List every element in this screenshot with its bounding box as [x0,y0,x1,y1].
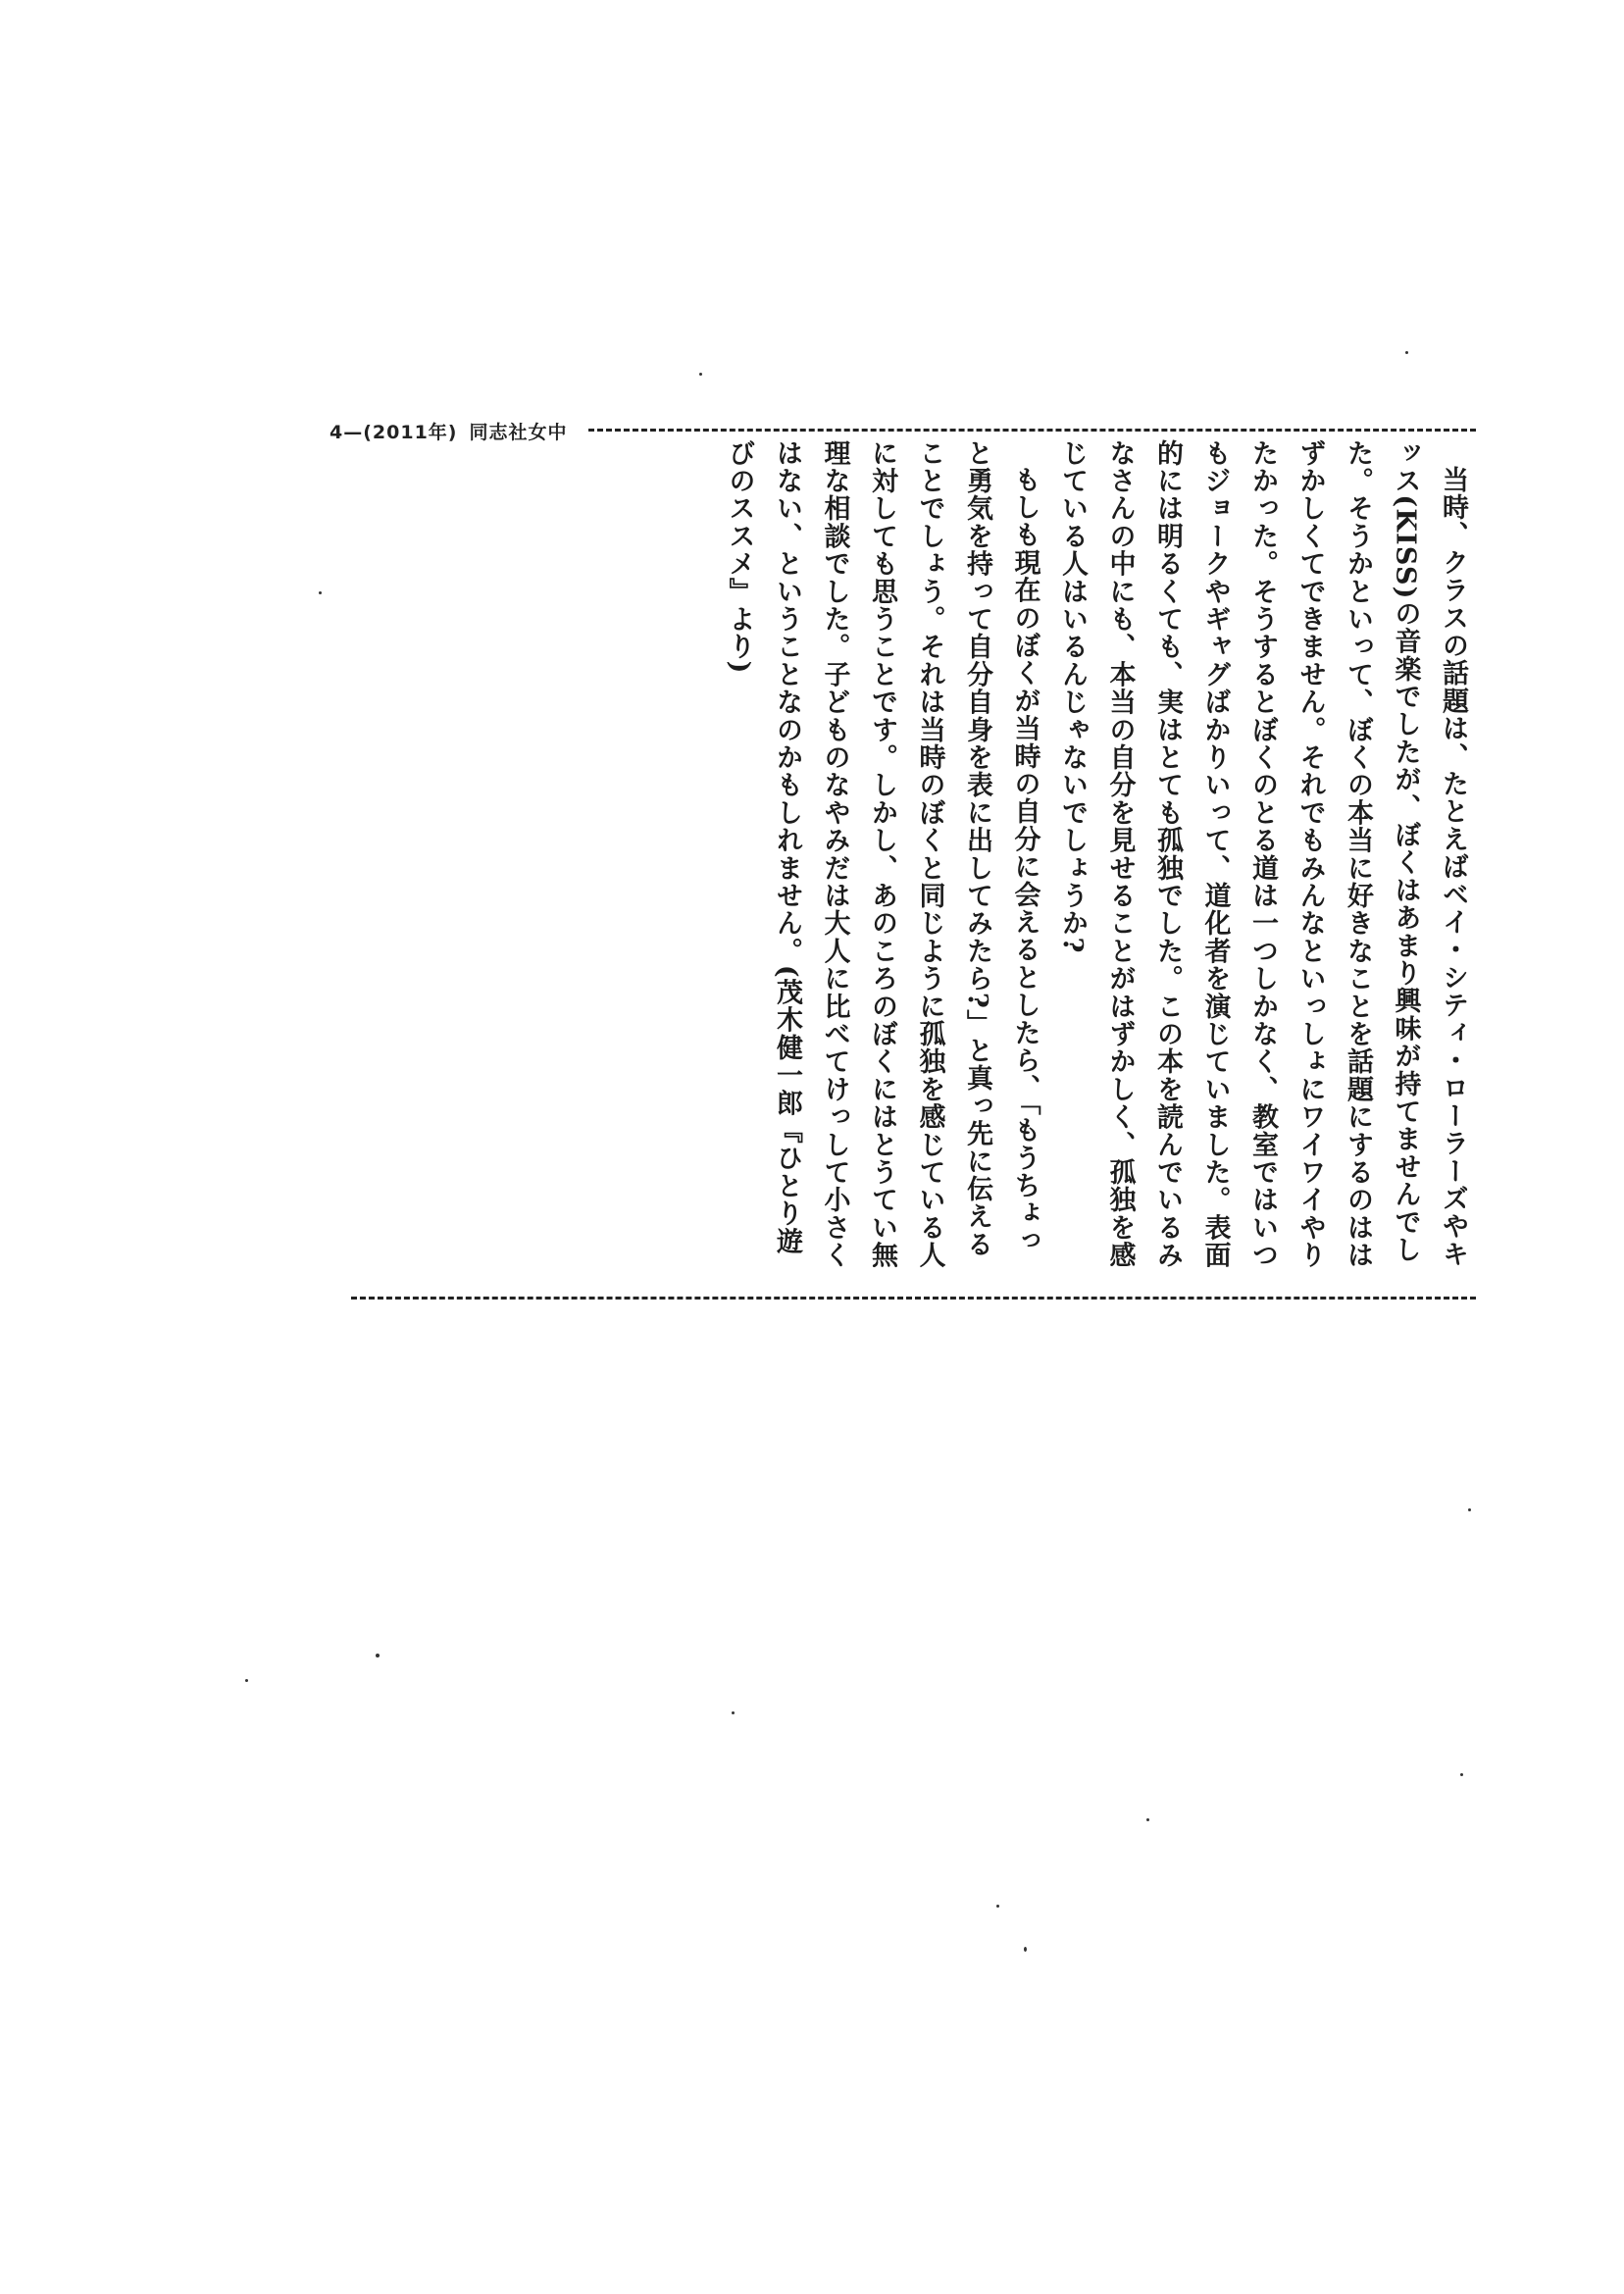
scan-speck [1146,1818,1149,1821]
passage-paragraph-1: 当時、クラスの話題は、たとえばベイ・シティ・ローラーズやキッス(KISS)の音楽でしたが、ぼくはあまり興味が持てませんでした。そうかといって、ぼくの本当に好きなことを話題にするのははずかしくてできません。それでもみんなといっしょにワイワイやりたかった。そうするとぼくのとる道は一つしかなく、教室ではいつもジョークやギャグばかりいって、道化者を演じていました。表面的には明るくても、実はとても孤独でした。この本を読んでいるみなさんの中にも、本当の自分を見せることがはずかしく、孤独を感じている人はいるんじゃないでしょうか? [1057,439,1468,1269]
scan-speck [376,1654,380,1657]
top-rule [588,429,1476,432]
scan-speck [1405,351,1408,354]
scan-speck [1460,1773,1463,1776]
bottom-rule [351,1297,1476,1300]
exam-year: (2011年) [363,422,458,443]
scan-speck [699,373,702,376]
scan-speck [1468,1508,1471,1511]
page-number: 4 [330,422,344,443]
reading-passage [724,439,1476,1273]
scan-speck [245,1679,248,1682]
page-header [330,418,568,444]
header-dash: — [343,422,364,443]
passage-paragraph-2 [715,439,1048,1273]
scan-speck [1024,1947,1027,1952]
passage-paragraph-2-text: もしも現在のぼくが当時の自分に会えるとしたら、「もうちょっと勇気を持って自分自身を表に出してみたら?」と真っ先に伝えることでしょう。それは当時のぼくと同じように孤独を感じている人に対しても思うことです。しかし、あのころのぼくにはとうてい無理な相談でした。子どものなやみだは大人に比べてけっして小さくはない、ということなのかもしれません。 [772,439,1040,1269]
passage-citation: (茂木健一郎『ひとり遊びのススメ』より) [724,439,802,1255]
scan-speck [732,1711,735,1714]
scan-speck [996,1905,999,1908]
scan-speck [319,591,322,594]
school-name: 同志社女中 [469,422,568,443]
